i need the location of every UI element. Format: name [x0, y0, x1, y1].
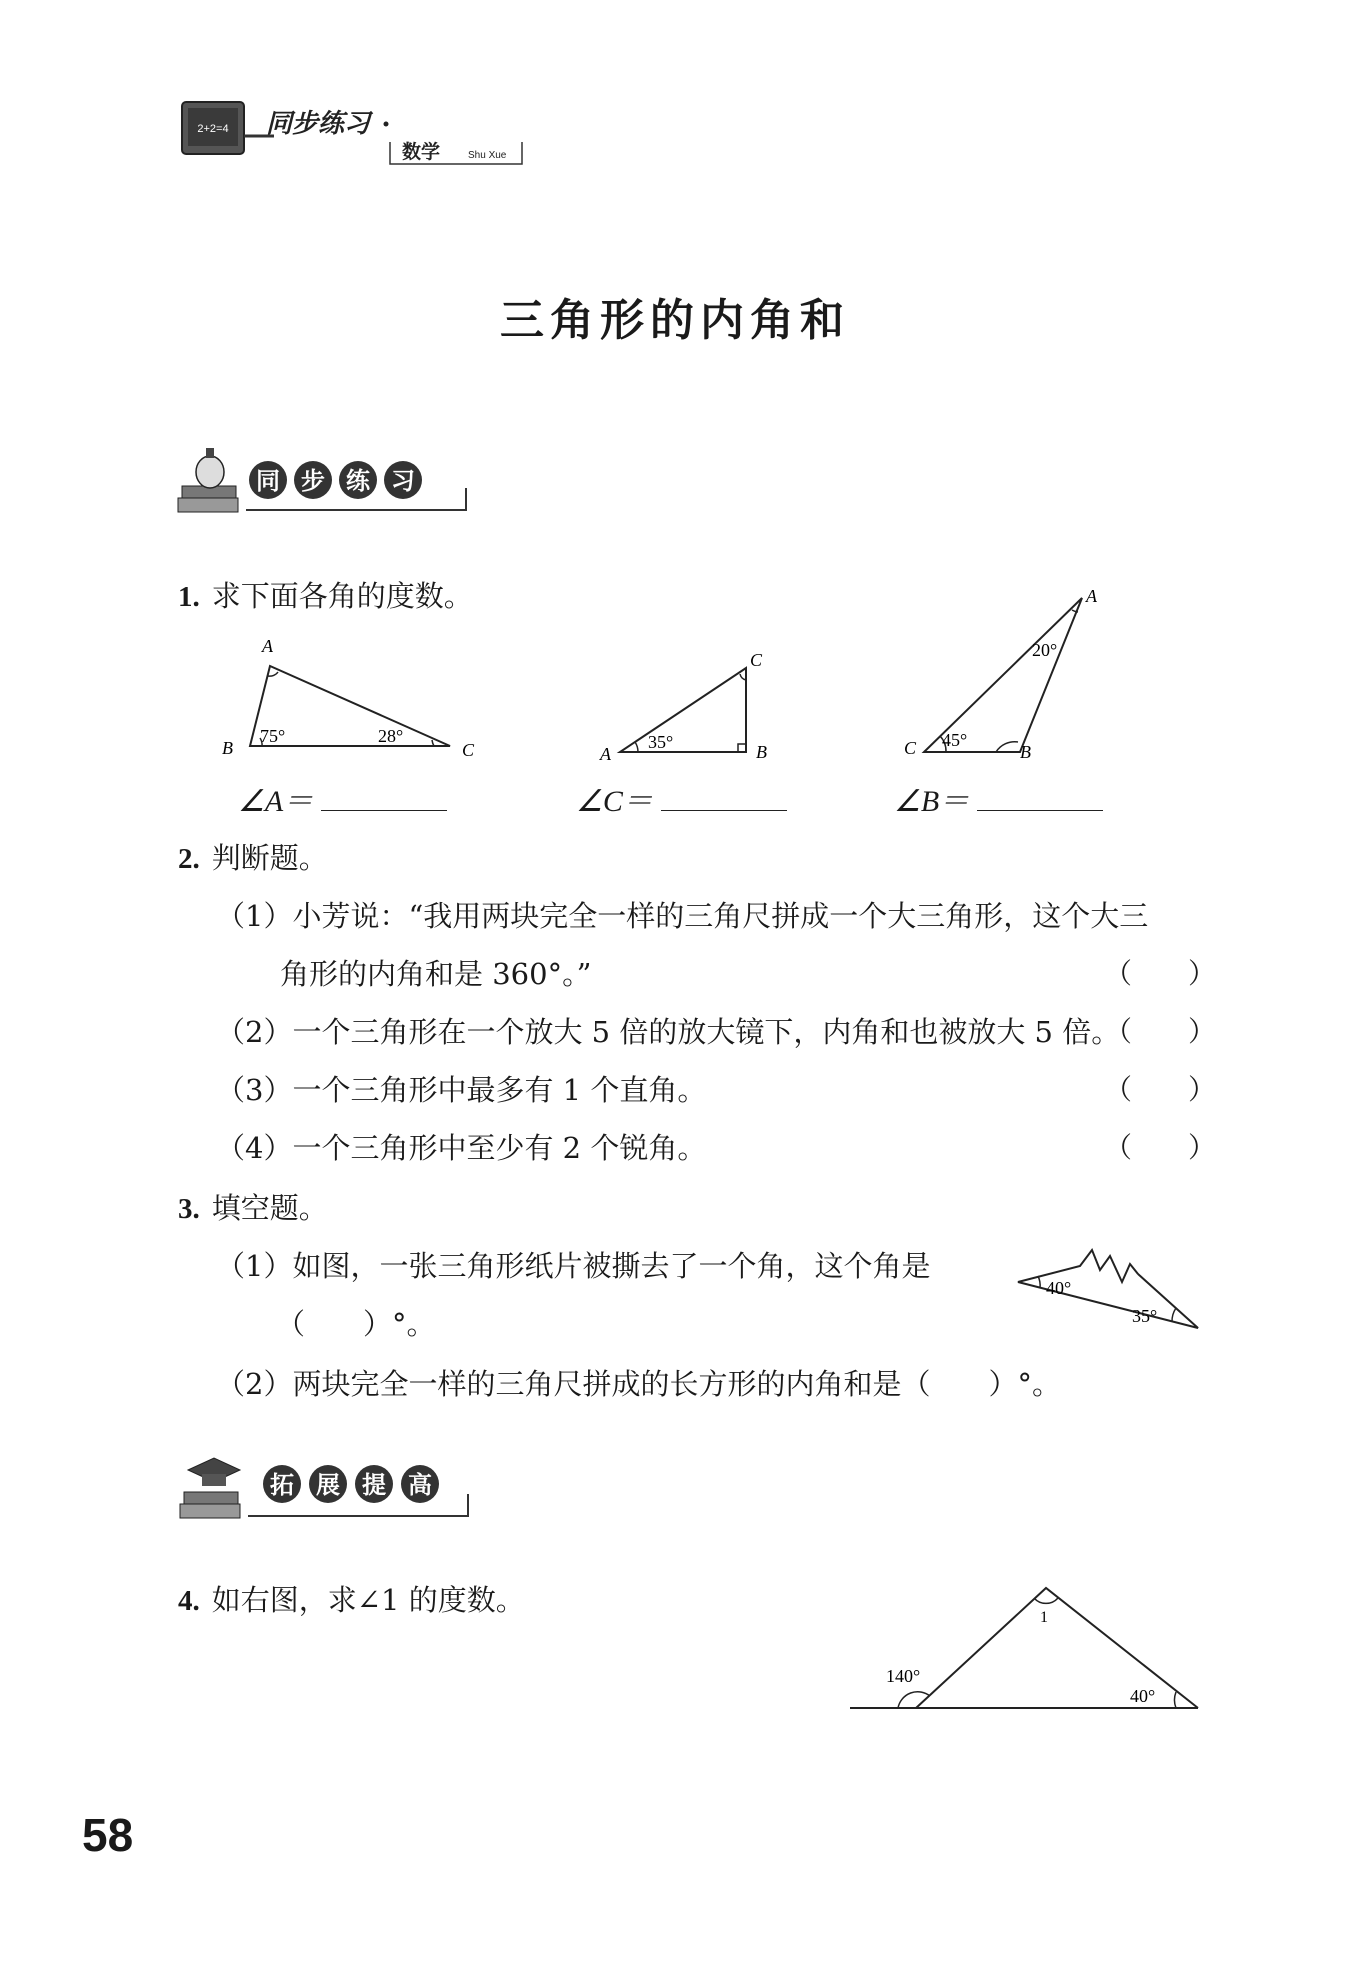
- q4-figure: [846, 1580, 1206, 1720]
- answer-angle-a-label: ∠A＝: [238, 785, 314, 818]
- q2-item-2-answer[interactable]: （ ）: [1104, 1015, 1217, 1048]
- q1-prompt: [178, 574, 473, 615]
- q2-item-2: （2）一个三角形在一个放大 5 倍的放大镜下，内角和也被放大 5 倍。: [216, 1015, 1121, 1049]
- answer-angle-c-label: ∠C＝: [576, 785, 653, 818]
- answer-angle-a-blank[interactable]: [321, 780, 447, 811]
- q2-prompt: [178, 836, 328, 877]
- fig2-angle-a: 35°: [648, 732, 674, 752]
- q1-figure-2: [590, 640, 790, 770]
- fig3-angle-c: 45°: [942, 730, 968, 750]
- q3-figure: [1010, 1236, 1210, 1336]
- fig3-angle-a: 20°: [1032, 640, 1058, 660]
- fig3-label-b: B: [1020, 742, 1031, 762]
- q2-item-1-answer[interactable]: （ ）: [1104, 957, 1217, 990]
- fig1-label-c: C: [462, 740, 475, 760]
- header-badge: [178, 96, 528, 166]
- q1-figure-1: [210, 630, 490, 760]
- q4-number: 4.: [178, 1585, 200, 1617]
- fig2-label-a: A: [600, 744, 611, 764]
- answer-angle-c-blank[interactable]: [661, 780, 787, 811]
- answer-angle-b: [894, 776, 1103, 820]
- section-banner-practice: [176, 440, 476, 522]
- q2-item-1-line2: 角形的内角和是 360°。”: [280, 957, 592, 991]
- section-banner-extend: [178, 1444, 478, 1526]
- fig1-label-a: A: [262, 636, 273, 656]
- q3-fig-angle-left: 40°: [1046, 1278, 1072, 1298]
- answer-angle-b-label: ∠B＝: [894, 785, 970, 818]
- q2-item-4: （4）一个三角形中至少有 2 个锐角。: [216, 1131, 707, 1165]
- q2-item-4-answer[interactable]: （ ）: [1104, 1131, 1217, 1164]
- fig1-label-b: B: [222, 738, 233, 758]
- q3-prompt: [178, 1186, 328, 1227]
- answer-angle-c: [576, 776, 787, 820]
- page-number: 58: [82, 1809, 134, 1861]
- q1-figure-3: [896, 588, 1126, 768]
- fig3-label-c: C: [904, 738, 917, 758]
- q4-fig-angle-1: 1: [1040, 1609, 1048, 1626]
- answer-angle-b-blank[interactable]: [977, 780, 1103, 811]
- board-text: 2+2=4: [197, 123, 229, 135]
- section-practice-label: 同步练习: [256, 467, 436, 495]
- q3-fig-angle-right: 35°: [1132, 1306, 1158, 1326]
- section-extend-label: 拓展提高: [270, 1471, 454, 1499]
- fig2-label-c: C: [750, 650, 763, 670]
- header-badge-text: 同步练习: [266, 109, 371, 139]
- q3-item-1-line2[interactable]: （ ）°。: [276, 1307, 436, 1341]
- q2-item-3-answer[interactable]: （ ）: [1104, 1073, 1217, 1106]
- fig1-angle-c: 28°: [378, 726, 404, 746]
- q4-prompt: [178, 1578, 525, 1619]
- q3-number: 3.: [178, 1193, 200, 1225]
- q4-fig-angle-right: 40°: [1130, 1686, 1156, 1706]
- answer-angle-a: [238, 776, 447, 820]
- q3-item-2[interactable]: （2）两块完全一样的三角尺拼成的长方形的内角和是（ ）°。: [216, 1367, 1061, 1401]
- q1-text: 求下面各角的度数。: [211, 579, 473, 613]
- q3-item-1-line1: （1）如图，一张三角形纸片被撕去了一个角，这个角是: [216, 1249, 931, 1283]
- fig3-label-a: A: [1086, 586, 1097, 606]
- q2-number: 2.: [178, 843, 200, 875]
- q1-number: 1.: [178, 581, 200, 613]
- header-pinyin: Shu Xue: [468, 150, 507, 161]
- header-subject: 数学: [402, 141, 441, 163]
- q2-text: 判断题。: [211, 841, 328, 875]
- fig2-label-b: B: [756, 742, 767, 762]
- fig1-angle-b: 75°: [260, 726, 286, 746]
- q4-fig-angle-ext: 140°: [886, 1666, 921, 1686]
- page-title: 三角形的内角和: [500, 295, 850, 346]
- q2-item-1-line1: （1）小芳说：“我用两块完全一样的三角尺拼成一个大三角形，这个大三: [216, 899, 1149, 933]
- q3-text: 填空题。: [211, 1191, 328, 1225]
- q2-item-3: （3）一个三角形中最多有 1 个直角。: [216, 1073, 707, 1107]
- q4-text: 如右图，求∠1 的度数。: [211, 1583, 525, 1617]
